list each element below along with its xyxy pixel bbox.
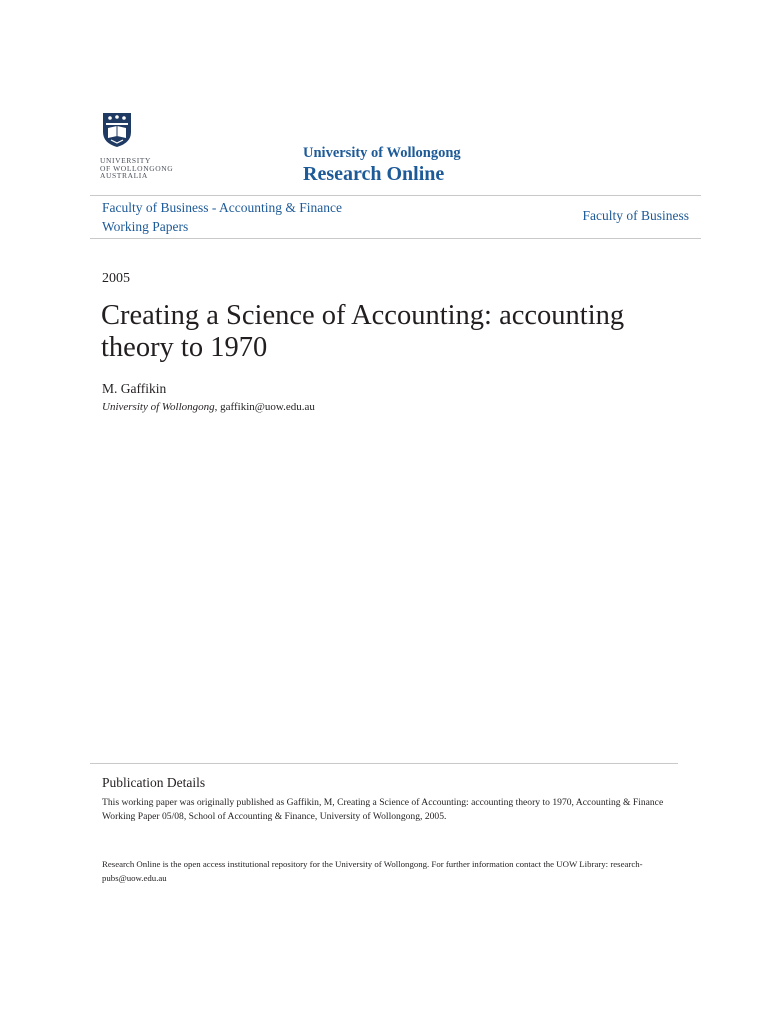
university-crest-icon [102,112,132,148]
author-affiliation [102,400,315,414]
university-logo [100,112,190,180]
faculty-link[interactable]: Faculty of Business [582,208,689,223]
logo-line-1: UNIVERSITY [100,156,151,165]
collection-link-line-2[interactable]: Working Papers [102,218,189,234]
repository-name-link[interactable]: Research Online [303,163,445,185]
logo-line-3: AUSTRALIA [100,171,148,180]
document-title: Creating a Science of Accounting: accounting theory to 1970 [101,300,625,363]
series-bar [90,195,701,239]
repository-university-link[interactable]: University of Wollongong [303,145,461,161]
publication-details-text: This working paper was originally published as Gaffikin, M, Creating a Science of Accounting: accounting theory to 1970, Accounting & Finance Working Paper 05/08, School of Accounting & Finance, University of Wollongong, 2005. [102,797,664,822]
collection-link-line-1[interactable]: Faculty of Business - Accounting & Finance [102,200,342,215]
publication-year: 2005 [102,271,130,286]
logo-wordmark [100,157,190,180]
repository-header[interactable] [303,145,461,186]
author-name: M. Gaffikin [102,381,167,396]
publication-details-heading: Publication Details [102,775,206,790]
logo-line-2: OF WOLLONGONG [100,163,174,173]
author-institution: University of Wollongong [102,401,215,413]
publication-divider [90,763,678,764]
repository-footer-text: Research Online is the open access institutional repository for the University of Wollongong. For further information contact the UOW Library: research-pubs@uow.edu.au [102,859,643,883]
collection-link[interactable] [102,199,342,236]
author-email-link[interactable]: , gaffikin@uow.edu.au [214,401,315,413]
